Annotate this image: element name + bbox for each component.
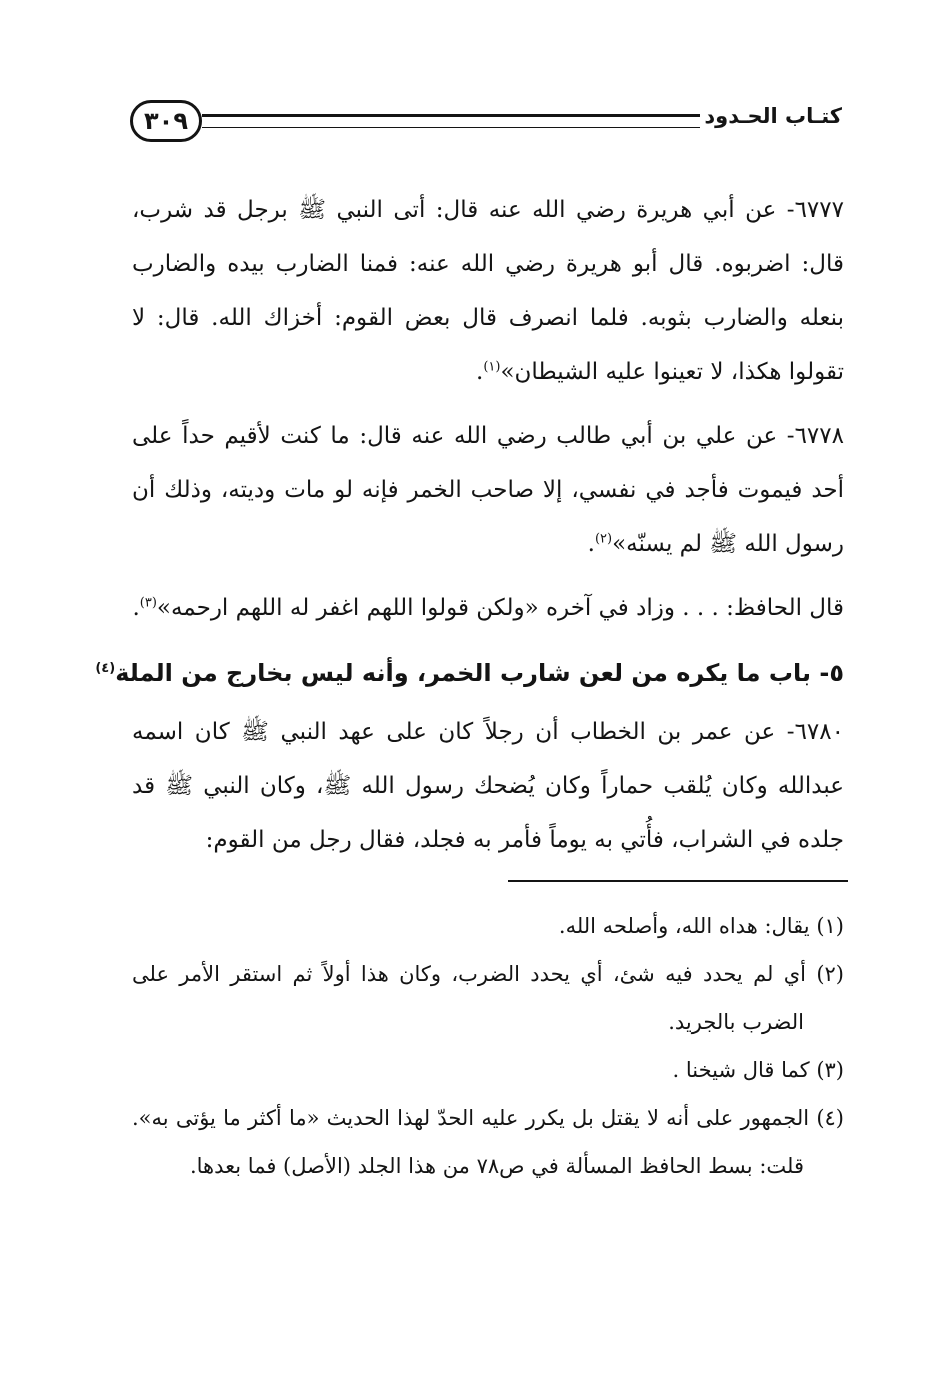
hadith-6778-end: . (587, 531, 595, 557)
footnote-ref-2: (٢) (594, 531, 613, 547)
page-number: ٣٠٩ (144, 107, 188, 135)
footnote-ref-4: (٤) (95, 661, 116, 676)
running-header (130, 100, 842, 146)
chapter-heading (95, 645, 844, 701)
page-number-frame (130, 100, 202, 142)
hadith-6778-text: ٦٧٧٨- عن علي بن أبي طالب رضي الله عنه قال: ما كنت لأقيم حداً على أحد فيموت فأجد في نفسي، إلا صاحب الخمر فإنه لو مات وديته، وذلك أن رسول الله ﷺ لم يسنّه» (132, 423, 844, 557)
footnote-ref-3: (٣) (139, 595, 157, 611)
main-text (95, 183, 844, 877)
hadith-6777-end: . (476, 359, 484, 385)
footnote-separator (508, 880, 848, 882)
footnote-3: (٣) كما قال شيخنا . (672, 1058, 844, 1082)
footnote-2: (٢) أي لم يحدد فيه شئ، أي يحدد الضرب، وكان هذا أولاً ثم استقر الأمر على الضرب بالجريد. (132, 962, 844, 1034)
hafiz-note (132, 581, 844, 635)
book-title: كتـاب الحـدود (704, 104, 842, 128)
footnotes (132, 902, 844, 1190)
hadith-6780 (132, 705, 844, 867)
header-double-rule (202, 114, 700, 128)
hadith-6777-text: ٦٧٧٧- عن أبي هريرة رضي الله عنه قال: أتى النبي ﷺ برجل قد شرب، قال: اضربوه. قال أبو هريرة رضي الله عنه: فمنا الضارب بيده والضارب بنعله والضارب بثوبه. فلما انصرف قال بعض القوم: أخزاك الله. قال: لا تقولوا هكذا، لا تعينوا عليه الشيطان» (132, 197, 844, 385)
hafiz-note-end: . (132, 595, 140, 621)
footnote-ref-1: (١) (483, 359, 501, 375)
chapter-heading-text: ٥- باب ما يكره من لعن شارب الخمر، وأنه ليس بخارج من الملة (115, 659, 844, 687)
hafiz-note-text: قال الحافظ: . . . وزاد في آخره «ولكن قولوا اللهم اغفر له اللهم ارحمه» (156, 595, 844, 621)
hadith-6777 (132, 183, 844, 399)
footnote-1: (١) يقال: هداه الله، وأصلحه الله. (558, 914, 844, 938)
footnote-4: (٤) الجمهور على أنه لا يقتل بل يكرر عليه الحدّ لهذا الحديث «ما أكثر ما يؤتى به». قلت: بسط الحافظ المسألة في ص٧٨ من هذا الجلد (الأصل) فما بعدها. (132, 1106, 844, 1178)
hadith-6778 (132, 409, 844, 571)
hadith-6780-text: ٦٧٨٠- عن عمر بن الخطاب أن رجلاً كان على عهد النبي ﷺ كان اسمه عبدالله وكان يُلقب حماراً وكان يُضحك رسول الله ﷺ، وكان النبي ﷺ قد جلده في الشراب، فأُتي به يوماً فأمر به فجلد، فقال رجل من القوم: (132, 719, 844, 853)
